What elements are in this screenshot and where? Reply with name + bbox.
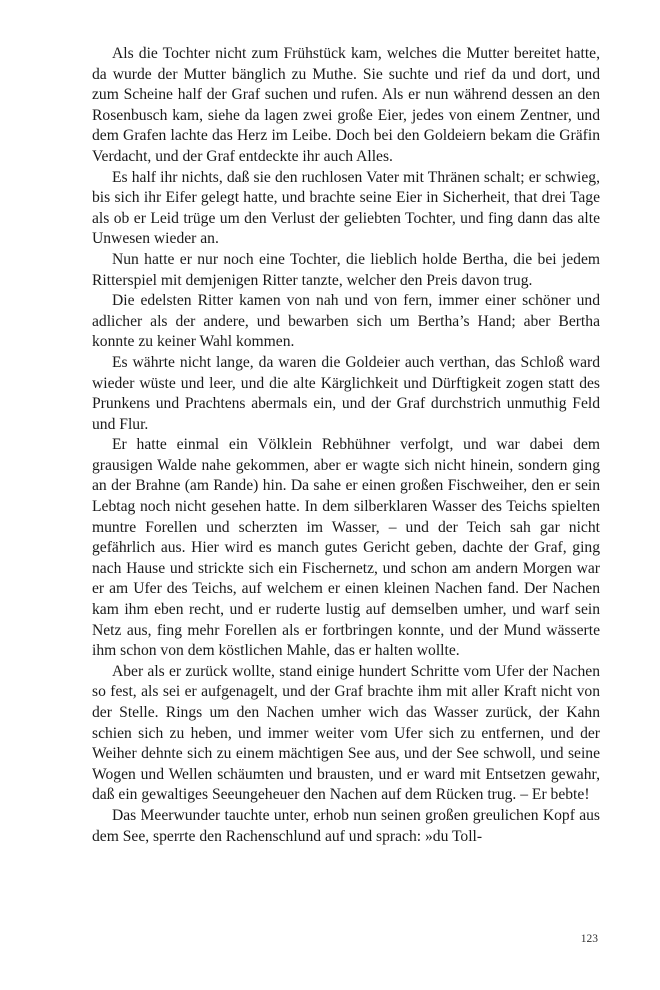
paragraph-7: Aber als er zurück wollte, stand einige hundert Schritte vom Ufer der Nachen so fest, als sei er aufgenagelt, und der Graf brachte ihm mit aller Kraft nicht von der Stelle. Rings um den Nachen umher wich das Wasser zurück, der Kahn schien sich zu heben, und immer weiter vom Ufer sich zu entfernen, und der Weiher dehnte sich zu einem mächtigen See aus, und der See schwoll, und seine Wogen und Wellen schäumten und brausten, und er ward mit Entsetzen gewahr, daß ein gewaltiges Seeungeheuer den Nachen auf dem Rücken trug. – Er bebte!	[92, 662, 600, 804]
body-text	[92, 44, 600, 847]
paragraph-5: Es währte nicht lange, da waren die Goldeier auch verthan, das Schloß ward wieder wüste und leer, und die alte Kärglichkeit und Dürftigkeit zogen statt des Prunkens und Prachtens abermals ein, und der Graf durchstrich unmuthig Feld und Flur.	[92, 353, 600, 433]
paragraph-1: Als die Tochter nicht zum Frühstück kam, welches die Mutter bereitet hatte, da wurde der Mutter bänglich zu Muthe. Sie suchte und rief da und dort, und zum Scheine half der Graf suchen und rufen. Als er nun während dessen an den Rosenbusch kam, siehe da lagen zwei große Eier, jedes von einem Zentner, und dem Grafen lachte das Herz im Leibe. Doch bei den Goldeiern bekam die Gräfin Verdacht, und der Graf entdeckte ihr auch Alles.	[92, 45, 600, 165]
paragraph-8: Das Meerwunder tauchte unter, erhob nun seinen großen greulichen Kopf aus dem See, sperrte den Rachenschlund auf und sprach: »du Toll-	[92, 806, 600, 845]
paragraph-2: Es half ihr nichts, daß sie den ruchlosen Vater mit Thränen schalt; er schwieg, bis sich ihr Eifer gelegt hatte, und brachte seine Eier in Sicherheit, that drei Tage als ob er Leid trüge um den Verlust der geliebten Tochter, und fing dann das alte Unwesen wieder an.	[92, 168, 600, 248]
paragraph-3: Nun hatte er nur noch eine Tochter, die lieblich holde Bertha, die bei jedem Ritterspiel mit demjenigen Ritter tanzte, welcher den Preis davon trug.	[92, 250, 600, 289]
paragraph-4: Die edelsten Ritter kamen von nah und von fern, immer einer schöner und adlicher als der andere, und bewarben sich um Bertha’s Hand; aber Bertha konnte zu keiner Wahl kommen.	[92, 292, 600, 351]
page-number: 123	[580, 933, 598, 945]
paragraph-6: Er hatte einmal ein Völklein Rebhühner verfolgt, und war dabei dem grausigen Walde nahe gekommen, aber er wagte sich nicht hinein, sondern ging an der Brahne (am Rande) hin. Da sahe er einen großen Fischweiher, den er sein Lebtag noch nicht gesehen hatte. In dem silberklaren Wasser des Teichs spielten muntre Forellen und scherzten im Wasser, – und der Teich sah gar nicht gefährlich aus. Hier wird es manch gutes Gericht geben, dachte der Graf, ging nach Hause und strickte sich ein Fischernetz, und schon am andern Morgen war er am Ufer des Teichs, auf welchem er einen kleinen Nachen fand. Der Nachen kam ihm eben recht, und er ruderte lustig auf demselben umher, und warf sein Netz aus, fing mehr Forellen als er fortbringen konnte, und der Mund wässerte ihm schon von dem köstlichen Mahle, das er halten wollte.	[92, 436, 600, 660]
